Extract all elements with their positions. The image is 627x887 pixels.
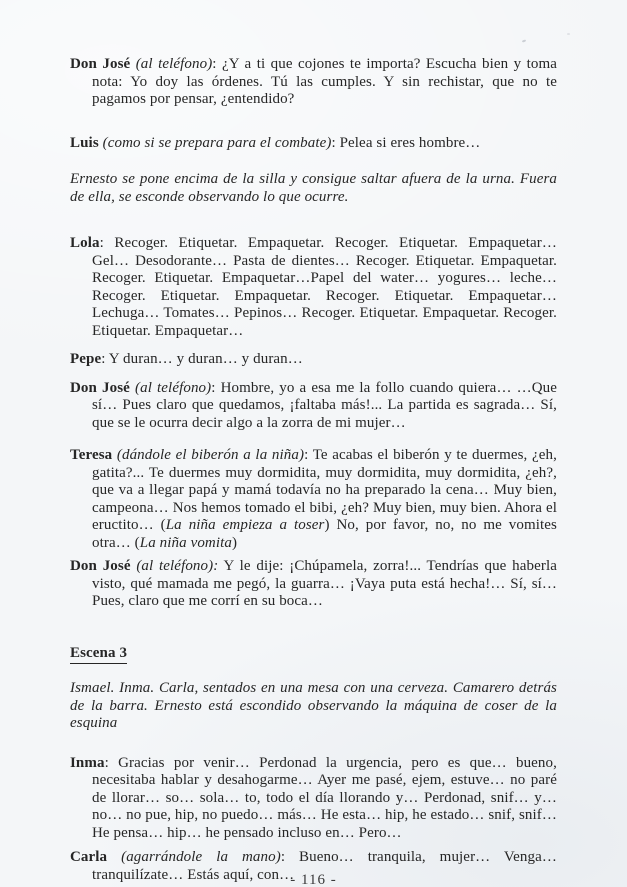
scene-heading-text: Escena 3 xyxy=(70,645,127,665)
dialogue-block: Don José (al teléfono): ¿Y a ti que cojones te importa? Escucha bien y toma nota: Yo doy las órdenes. Tú las cumples. Y sin rechistar, que no te pagamos por pensar, ¿entendido? xyxy=(70,56,557,107)
speaker-name: Lola xyxy=(70,235,100,251)
speaker-name: Don José xyxy=(70,558,131,574)
dialogue-block: Teresa (dándole el biberón a la niña): Te acabas el biberón y te duermes, ¿eh, gatita?... Te duermes muy dormidita, muy dormidita, muy dormidita, ¿eh?, que va a llegar papá y mamá todavía no ha preparado la cena… Muy bien, campeona… Nos hemos tomado el bibi, ¿eh? Muy bien, muy bien. Ahora el eructito… (La niña empieza a toser) No, por favor, no, no me vomites otra… (La niña vomita) xyxy=(70,447,557,551)
inline-stage-direction: (dándole el biberón a la niña) xyxy=(116,447,305,463)
scan-speck xyxy=(118,300,120,302)
inline-stage-note: La niña vomita xyxy=(139,534,233,551)
speaker-name: Luis xyxy=(70,134,99,151)
speaker-name: Teresa xyxy=(70,447,113,463)
inline-stage-note: La niña empieza a toser xyxy=(165,517,325,533)
speaker-name: Inma xyxy=(70,754,105,771)
dialogue-text: Gracias por venir… Perdonad la urgencia, pero es que… bueno, necesitaba hablar y desahogarme… Ayer me pasé, ejem, estuve… no paré de llorar… so… sola… to, todo el día llorando y… Perdonad, snif… y… no… no pue, hip, no puedo… más… He esta… hip, he estado… snif, snif… He pensa… hip… he pensado incluso en… Pero… xyxy=(92,754,557,841)
dialogue-block xyxy=(70,558,557,611)
dialogue-block: Pepe: Y duran… y duran… y duran… xyxy=(70,351,303,367)
speaker-name: Don José xyxy=(70,56,131,72)
dialogue-block: Carla (agarrándole la mano): Bueno… tranquila, mujer… Venga… tranquilízate… Estás aquí, con… xyxy=(70,849,557,883)
speaker-name: Don José xyxy=(70,379,130,396)
dialogue-block: Don José (al teléfono): Hombre, yo a esa me la follo cuando quiera… …Que sí… Pues claro que quedamos, ¡faltaba más!... La partida es sagrada… Sí, que se le ocurra decir algo a la zorra de mi mujer… xyxy=(70,379,557,431)
stage-direction xyxy=(70,171,557,206)
inline-stage-direction: (agarrándole la mano) xyxy=(121,849,281,865)
dialogue-text: Te acabas el biberón y te duermes, ¿eh, gatita?... Te duermes muy dormidita, muy dormidita, muy dormidita, ¿eh?, que va a llegar papá y mamá todavía no ha preparado la cena… Muy bien, campeona… Nos hemos tomado el bibi, ¿eh? Muy bien, muy bien. Ahora el eructito… ( xyxy=(92,447,557,533)
inline-stage-direction: (al teléfono) xyxy=(135,379,212,396)
scene-heading xyxy=(70,645,557,665)
speaker-name: Carla xyxy=(70,849,108,865)
dialogue-block: Luis (como si se prepara para el combate): Pelea si eres hombre… xyxy=(70,134,481,151)
dialogue-text: Recoger. Etiquetar. Empaquetar. Recoger. Etiquetar. Empaquetar… Gel… Desodorante… Pasta de dientes… Recoger. Etiquetar. Empaquetar. Recoger. Etiquetar. Empaquetar…Papel del water… yogures… leche… Recoger. Etiquetar. Empaquetar. Recoger. Etiquetar. Empaquetar… Lechuga… Tomates… Pepinos… Recoger. Etiquetar. Empaquetar. Recoger. Etiquetar. Empaquetar… xyxy=(92,235,557,339)
dialogue-block: Inma: Gracias por venir… Perdonad la urgencia, pero es que… bueno, necesitaba hablar y desahogarme… Ayer me pasé, ejem, estuve… no paré de llorar… so… sola… to, todo el día llorando y… Perdonad, snif… y… no… no pue, hip, no puedo… más… He esta… hip, he estado… snif, snif… He pensa… hip… he pensado incluso en… Pero… xyxy=(70,754,557,841)
dialogue-text: Pelea si eres hombre… xyxy=(339,134,481,151)
scan-speck xyxy=(567,33,570,35)
inline-stage-direction: (al teléfono): xyxy=(136,558,219,574)
page-number: - 116 - xyxy=(290,872,337,887)
dialogue-text: ¿Y a ti que cojones te importa? Escucha bien y toma nota: Yo doy las órdenes. Tú las cumples. Y sin rechistar, que no te pagamos por pensar, ¿entendido? xyxy=(92,56,557,107)
dialogue-text: Y duran… y duran… y duran… xyxy=(108,351,303,367)
inline-stage-direction: (como si se prepara para el combate) xyxy=(102,134,332,151)
dialogue-block: Lola: Recoger. Etiquetar. Empaquetar. Recoger. Etiquetar. Empaquetar… Gel… Desodorante… Pasta de dientes… Recoger. Etiquetar. Empaquetar. Recoger. Etiquetar. Empaquetar…Papel del water… yogures… leche… Recoger. Etiquetar. Empaquetar. Recoger. Etiquetar. Empaquetar… Lechuga… Tomates… Pepinos… Recoger. Etiquetar. Empaquetar. Recoger. Etiquetar. Empaquetar… xyxy=(70,235,557,339)
dialogue-text: Y le dije: ¡Chúpamela, zorra!... Tendrías que haberla visto, qué mamada me pegó, la guarra… ¡Vaya puta está hecha!… Sí, sí… Pues, claro que me corrí en su boca… xyxy=(92,558,557,609)
dialogue-text: ) xyxy=(232,534,238,551)
inline-stage-note: Ernesto se pone encima de la silla y consigue saltar afuera de la urna. Fuera de ella, se esconde observando lo que ocurre. xyxy=(70,171,557,205)
scan-speck xyxy=(522,39,526,42)
inline-stage-direction: (al teléfono) xyxy=(135,56,213,72)
dialogue-text: ) No, por favor, no, no me vomites otra… ( xyxy=(92,517,557,551)
dialogue-text: Bueno… tranquila, mujer… Venga… tranquilízate… Estás aquí, con… xyxy=(92,849,557,883)
script-content xyxy=(0,56,627,884)
stage-direction xyxy=(70,680,557,733)
speaker-name: Pepe xyxy=(70,351,102,367)
dialogue-text: Hombre, yo a esa me la follo cuando quiera… …Que sí… Pues claro que quedamos, ¡faltaba más!... La partida es sagrada… Sí, que se le ocurra decir algo a la zorra de mi mujer… xyxy=(92,379,557,431)
inline-stage-note: Ismael. Inma. Carla, sentados en una mesa con una cerveza. Camarero detrás de la barra. Ernesto está escondido observando la máquina de coser de la esquina xyxy=(70,680,557,731)
